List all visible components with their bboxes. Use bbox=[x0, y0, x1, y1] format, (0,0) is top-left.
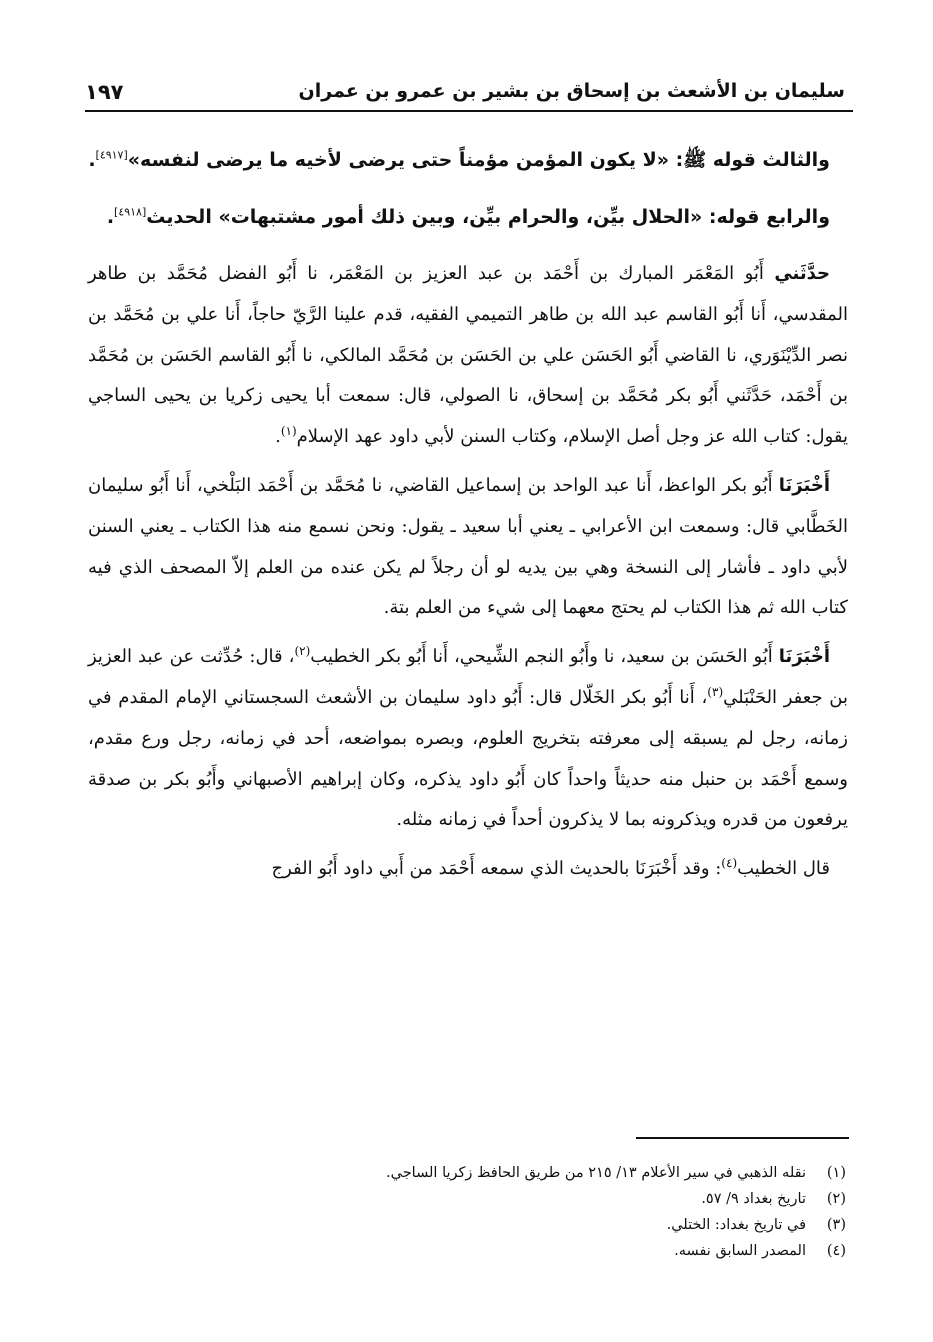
footnote-item bbox=[100, 1212, 846, 1238]
paragraph-isnad-khallal bbox=[88, 637, 848, 841]
footnote-item bbox=[100, 1186, 846, 1212]
hadith-reference: [٤٩١٧] bbox=[95, 148, 128, 162]
narration-keyword: أَخْبَرَنَا bbox=[778, 646, 831, 668]
footnote-marker: (٣) bbox=[707, 684, 724, 699]
paragraph-text: أَبُو الحَسَن بن سعيد، نا وأَبُو النجم الشِّيحي، أَنا أَبُو بكر الخطيب bbox=[310, 646, 779, 668]
paragraph-end: . bbox=[383, 597, 390, 619]
paragraph-text: أَبُو بكر الواعظ، أَنا عبد الواحد بن إسماعيل القاضي، نا مُحَمَّد بن أَحْمَد البَلْخي، أَنا أَبُو سليمان الخَطَّابي قال: وسمعت ابن الأعرابي ـ يعني أبا سعيد ـ يقول: ونحن نسمع منه هذا الكتاب ـ يعني السنن لأبي داود ـ فأشار إلى النسخة وهي بين يديه لو أن رجلاً لم يكن عنده من العلم إلاّ المصحف الذي فيه كتاب الله ثم هذا الكتاب لم يحتج معهما إلى شيء من العلم بتة bbox=[88, 474, 848, 619]
footnote-item bbox=[100, 1160, 846, 1186]
footnote-number: (٢) bbox=[826, 1191, 846, 1207]
footnote-text: في تاريخ بغداد: الختلي. bbox=[666, 1217, 806, 1233]
paragraph-text: أَبُو المَعْمَر المبارك بن أَحْمَد بن عبد العزيز بن المَعْمَر، نا أَبُو الفضل مُحَمَّد بن طاهر المقدسي، أَنا أَبُو القاسم عبد الله بن طاهر التميمي الفقيه، قدم علينا الرَّيّ حاجاً، أَنا علي بن مُحَمَّد بن نصر الدِّيْنَوَري، نا القاضي أَبُو الحَسَن علي بن الحَسَن بن مُحَمَّد المالكي، نا أَبُو القاسم الحَسَن بن مُحَمَّد بن أَحْمَد، حَدَّثَني أَبُو بكر مُحَمَّد بن إسحاق، نا الصولي، قال: سمعت أبا يحيى زكريا بن يحيى الساجي يقول: كتاب الله عز وجل أصل الإسلام، وكتاب السنن لأبي داود عهد الإسلام bbox=[88, 263, 849, 448]
hadith-reference: [٤٩١٨] bbox=[114, 205, 147, 219]
footnote-number: (٤) bbox=[826, 1243, 846, 1259]
footnote-marker: (٤) bbox=[721, 856, 738, 871]
hadith-quote: الحلال بيِّن، والحرام بيِّن، وبين ذلك أمور مشتبهات bbox=[230, 206, 690, 228]
paragraph-isnad-saji bbox=[88, 254, 848, 458]
footnotes bbox=[100, 1160, 846, 1264]
footnote-text: المصدر السابق نفسه. bbox=[674, 1243, 806, 1259]
paragraph-text: ، قال: حُدِّثت عن عبد العزيز بن جعفر الحَنْبَلي bbox=[88, 646, 849, 708]
quote-close: » bbox=[127, 149, 141, 171]
quote-close: » الحديث bbox=[146, 206, 231, 228]
hadith-quote: لا يكون المؤمن مؤمناً حتى يرضى لأخيه ما يرضى لنفسه bbox=[140, 149, 657, 171]
paragraph-text: : وقد أَخْبَرَنَا بالحديث الذي سمعه أَحْمَد من أَبي داود أَبُو الفرج bbox=[271, 858, 722, 880]
paragraph-end: . bbox=[396, 809, 403, 831]
paragraph-end: . bbox=[88, 149, 96, 171]
paragraph-lead: والثالث قوله ﷺ: « bbox=[656, 149, 830, 171]
paragraph-lead: والرابع قوله: « bbox=[689, 206, 830, 228]
footnote-marker: (٢) bbox=[294, 644, 311, 659]
narration-keyword: أَخْبَرَنَا bbox=[778, 474, 830, 496]
main-text bbox=[88, 140, 848, 890]
footnote-item bbox=[100, 1238, 846, 1264]
paragraph-khatib bbox=[88, 849, 848, 890]
footnote-number: (٣) bbox=[826, 1217, 846, 1233]
narration-keyword: حدَّثَني bbox=[774, 263, 830, 284]
paragraph-text: قال الخطيب bbox=[737, 858, 830, 880]
footnote-marker: (١) bbox=[280, 424, 297, 439]
paragraph-text: ، أَنا أَبُو بكر الخَلّال قال: أَبُو داود سليمان بن الأشعث السجستاني الإمام المقدم في زمانه، رجل لم يسبقه إلى معرفته بتخريج العلوم، وبصره بمواضعه، أحد في زمانه، رجل ورع مقدم، وسمع أَحْمَد بن حنبل منه حديثاً واحداً كان أَبُو داود يذكره، وكان إبراهيم الأصبهاني وأَبُو بكر بن صدقة يرفعون من قدره ويذكرونه بما لا يذكرون أحداً في زمانه مثله bbox=[88, 686, 848, 831]
running-title: سليمان بن الأشعث بن إسحاق بن بشير بن عمرو بن عمران bbox=[298, 80, 845, 102]
paragraph-end: . bbox=[106, 206, 115, 228]
footnote-separator bbox=[636, 1137, 849, 1139]
page-number: ١٩٧ bbox=[85, 80, 124, 104]
footnote-number: (١) bbox=[826, 1165, 846, 1181]
footnote-text: تاريخ بغداد ٩/ ٥٧. bbox=[701, 1191, 806, 1207]
footnote-text: نقله الذهبي في سير الأعلام ١٣/ ٢١٥ من طريق الحافظ زكريا الساجي. bbox=[386, 1165, 806, 1181]
paragraph-hadith-fourth bbox=[88, 197, 848, 237]
page-header bbox=[85, 76, 853, 112]
paragraph-isnad-ibn-arabi bbox=[88, 466, 848, 629]
paragraph-end: . bbox=[275, 426, 281, 448]
paragraph-hadith-third bbox=[88, 140, 848, 180]
